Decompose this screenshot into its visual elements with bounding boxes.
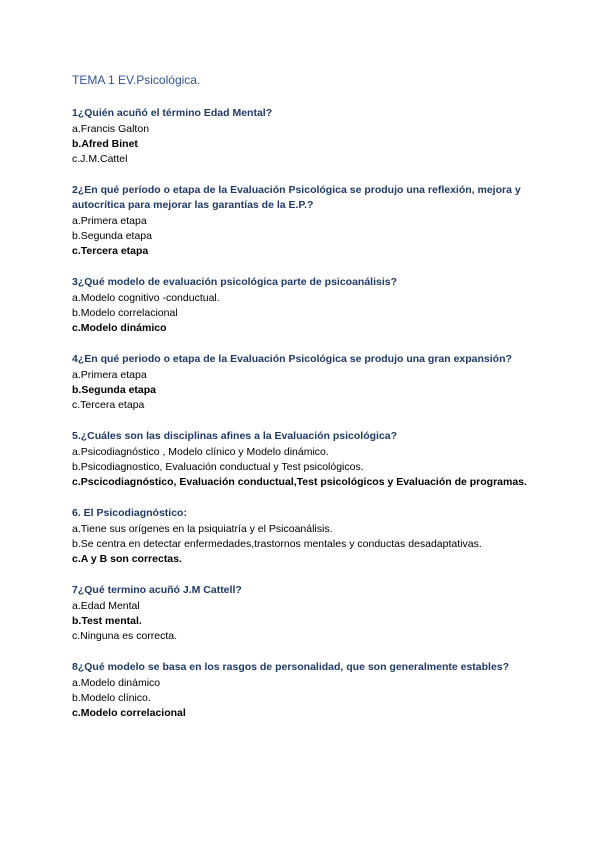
answer-option: c.Ninguna es correcta.: [72, 629, 178, 642]
answer-option: a.Primera etapa: [72, 368, 147, 381]
answer-option: b.Segunda etapa: [72, 229, 152, 242]
answer-option: b.Psicodiagnostico, Evaluación conductual y Test psicológicos.: [72, 460, 364, 473]
page-title: TEMA 1 EV.Psicológica.: [72, 73, 201, 87]
question-block: [72, 506, 572, 567]
question-text: 7¿Qué termino acuñó J.M Cattell?: [72, 583, 242, 596]
answer-option-correct: c.Pscicodiagnóstico, Evaluación conductual,Test psicológicos y Evaluación de programas.: [72, 475, 527, 488]
question-text: 8¿Qué modelo se basa en los rasgos de personalidad, que son generalmente estables?: [72, 660, 510, 673]
answer-option: a.Tiene sus orígenes en la psiquiatría y el Psicoanálisis.: [72, 522, 333, 535]
answer-option-correct: c.Tercera etapa: [72, 244, 149, 257]
question-block: [72, 106, 572, 167]
question-block: [72, 352, 572, 413]
answer-option: c.J.M.Cattel: [72, 153, 128, 165]
answer-option-correct: b.Segunda etapa: [72, 383, 157, 396]
question-text: 4¿En qué periodo o etapa de la Evaluación Psicológica se produjo una gran expansión?: [72, 352, 512, 365]
answer-option: a.Modelo dinámico: [72, 676, 161, 689]
answer-option: c.Tercera etapa: [72, 398, 145, 411]
answer-option: a.Francis Galton: [72, 123, 150, 135]
answer-option: b.Modelo clínico.: [72, 691, 151, 704]
answer-option: a.Primera etapa: [72, 214, 147, 227]
answer-option-correct: c.A y B son correctas.: [72, 552, 182, 565]
answer-option: a.Modelo cognitivo -conductual.: [72, 291, 220, 304]
answer-option: a.Psicodiagnóstico , Modelo clínico y Modelo dinámico.: [72, 445, 329, 458]
answer-option-correct: c.Modelo dinámico: [72, 321, 167, 334]
answer-option: b.Modelo correlacional: [72, 306, 178, 319]
answer-option-correct: c.Modelo correlacional: [72, 706, 186, 719]
question-block: [72, 583, 572, 644]
question-block: [72, 429, 572, 490]
answer-option-correct: b.Afred Binet: [72, 138, 138, 150]
question-text: 2¿En qué período o etapa de la Evaluación Psicológica se produjo una reflexión, mejora y autocrítica para mejorar las garantías de la E.P.?: [72, 184, 521, 211]
question-block: [72, 660, 572, 721]
question-text: 5.¿Cuáles son las disciplinas afines a la Evaluación psicológica?: [72, 429, 398, 442]
question-text: 6. El Psicodiagnóstico:: [72, 506, 187, 519]
answer-option-correct: b.Test mental.: [72, 614, 142, 627]
question-block: [72, 183, 572, 259]
question-text: 3¿Qué modelo de evaluación psicológica parte de psicoanálisis?: [72, 275, 398, 288]
answer-option: b.Se centra en detectar enfermedades,trastornos mentales y conductas desadaptativas.: [72, 537, 482, 550]
answer-option: a.Edad Mental: [72, 599, 140, 612]
question-text: 1¿Quién acuñó el término Edad Mental?: [72, 107, 273, 119]
document-page: [72, 73, 572, 737]
question-block: [72, 275, 572, 336]
